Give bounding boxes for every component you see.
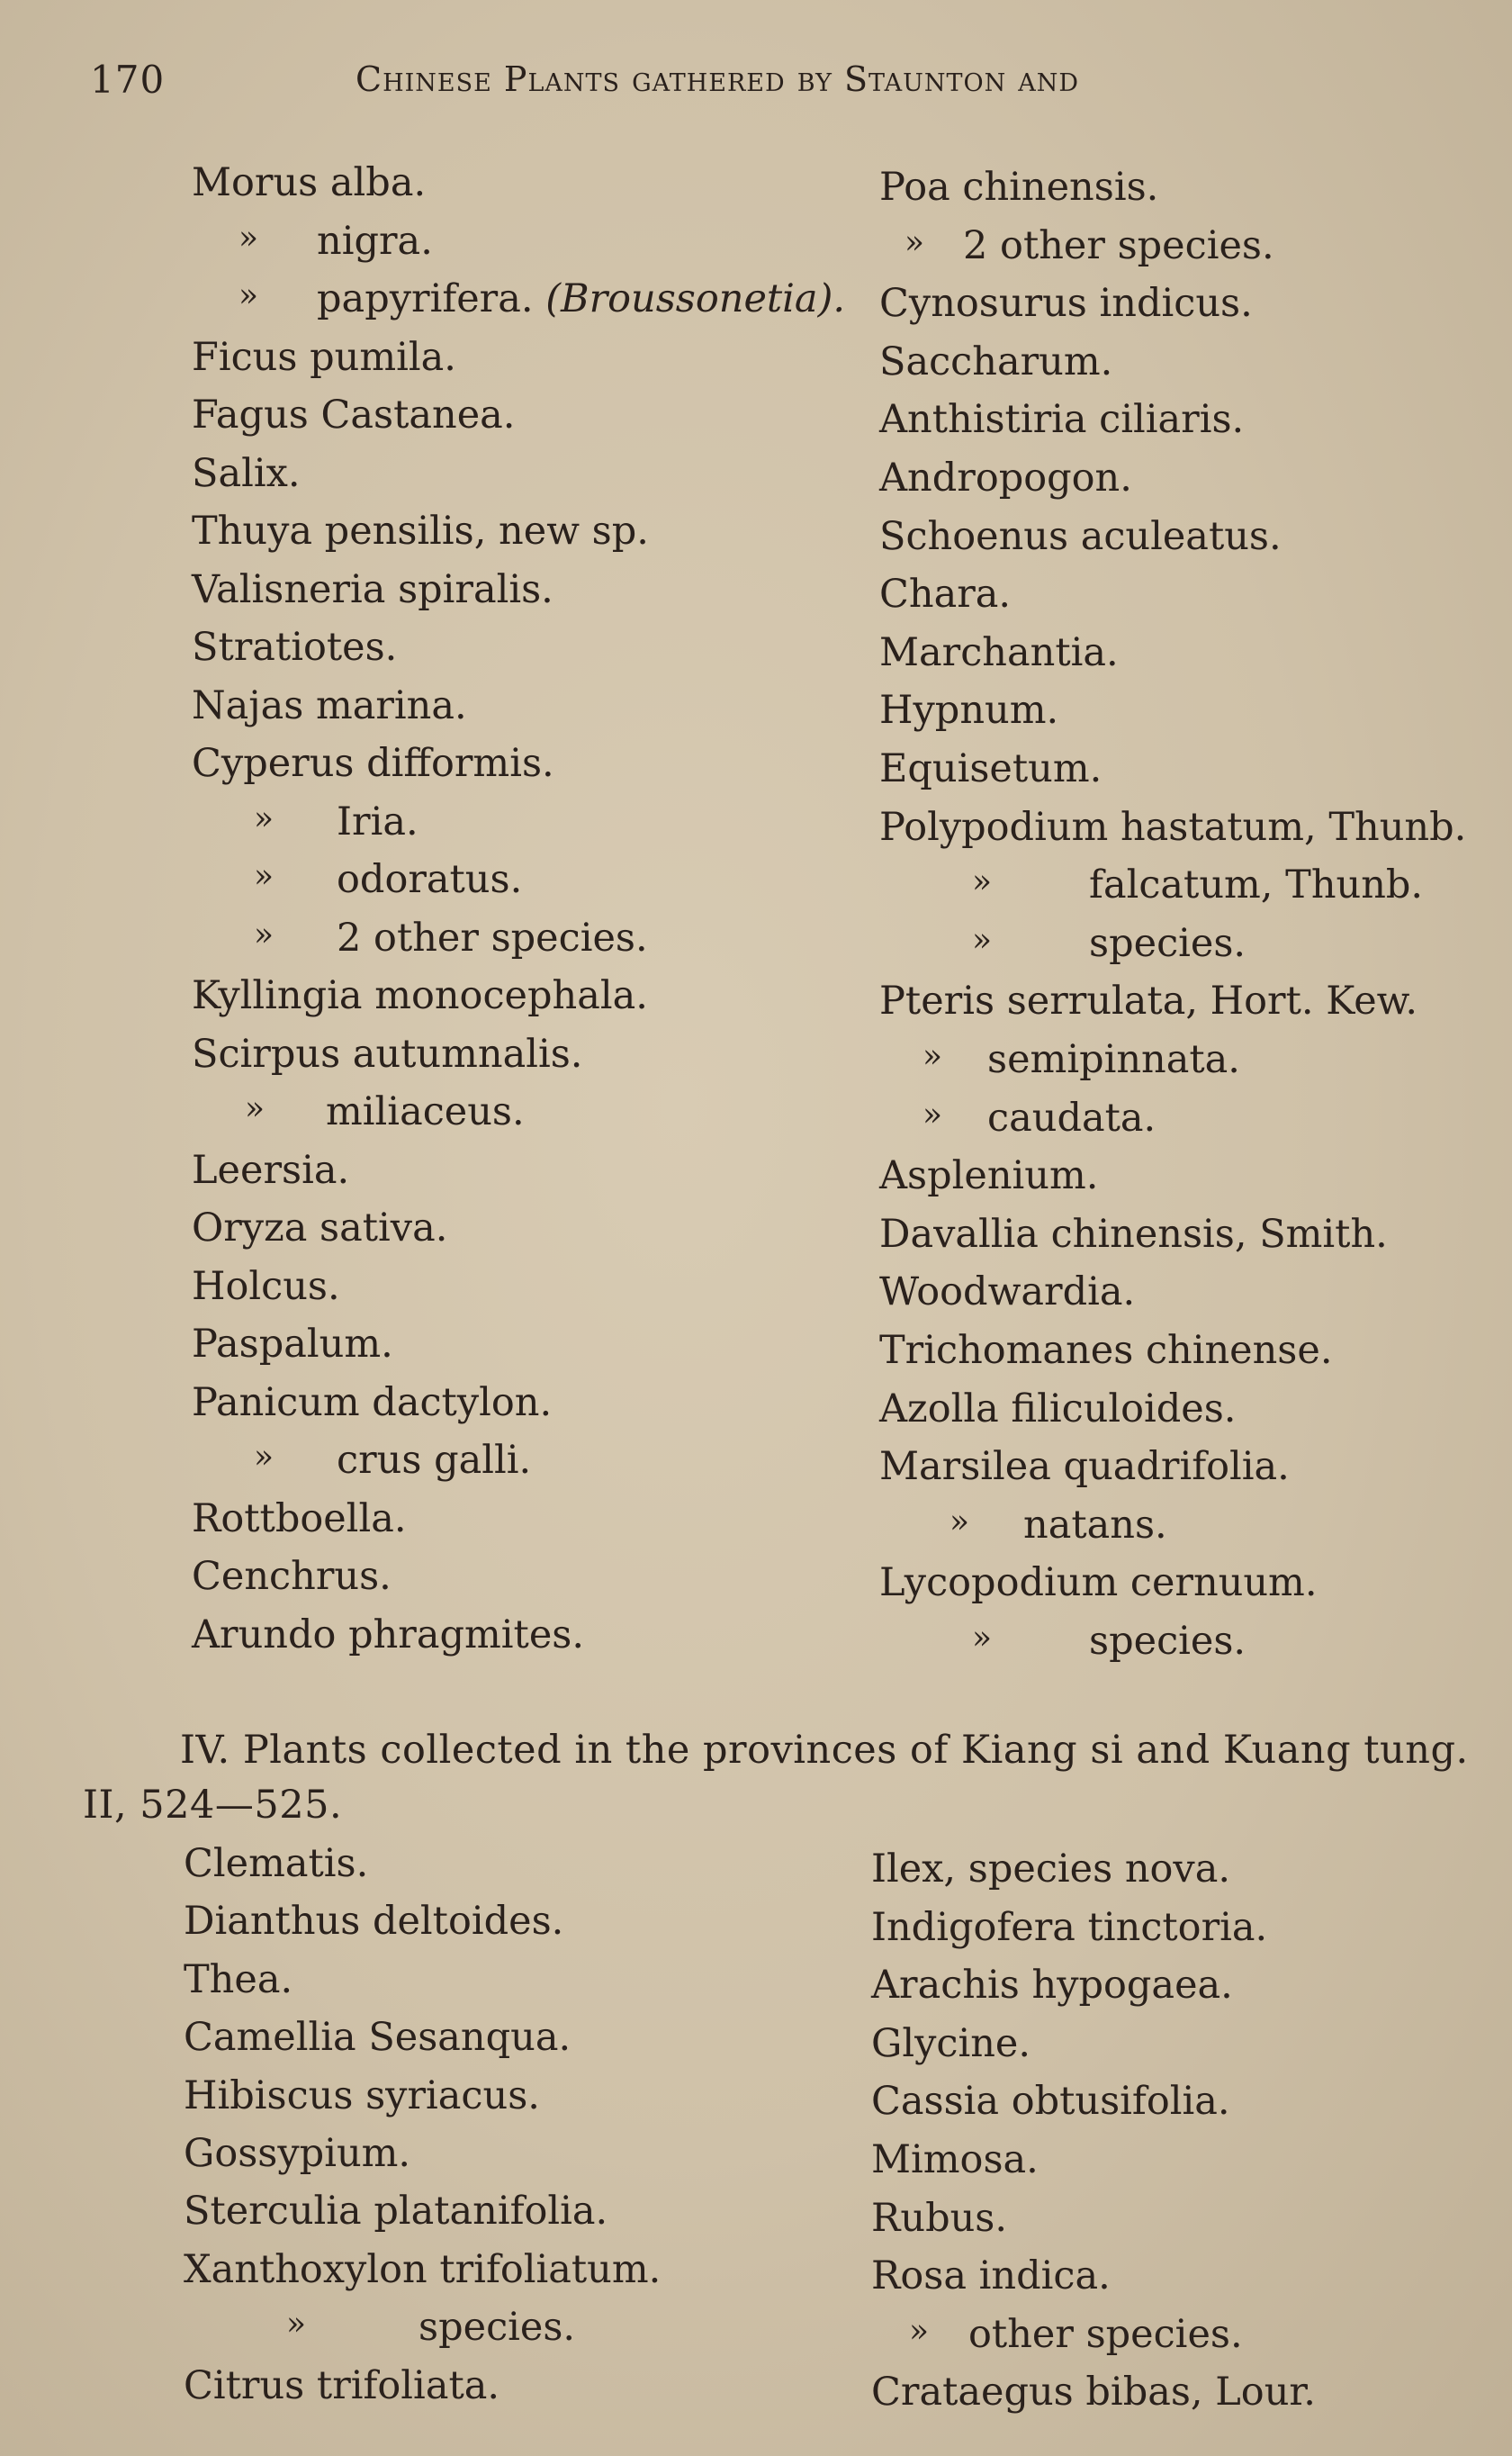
plant-entry <box>879 278 1253 329</box>
plant-entry <box>184 2071 540 2121</box>
plant-name: Iria. <box>337 799 418 844</box>
plant-name: Marsilea quadrifolia. <box>879 1444 1290 1490</box>
ditto-mark: » <box>950 1503 970 1540</box>
plant-entry <box>192 1551 392 1602</box>
plant-entry <box>184 2244 661 2295</box>
plant-entry <box>192 971 648 1021</box>
plant-name: Stratiotes. <box>192 625 398 670</box>
plant-name: Saccharum. <box>879 339 1113 384</box>
plant-name: Poa chinensis. <box>879 165 1159 210</box>
plant-name: 2 other species. <box>963 222 1274 268</box>
plant-entry <box>871 2251 1111 2301</box>
plant-name: Paspalum. <box>192 1322 393 1367</box>
plant-entry <box>192 1261 340 1312</box>
plant-name: Davallia chinensis, Smith. <box>879 1211 1388 1257</box>
plant-entry <box>879 628 1119 678</box>
plant-entry <box>879 1151 1098 1201</box>
plant-entry <box>192 1494 407 1544</box>
plant-name: Morus alba. <box>192 160 427 205</box>
synonym-note: (Broussonetia). <box>545 276 846 321</box>
ditto-mark: » <box>254 916 274 953</box>
plant-entry <box>286 2302 575 2355</box>
plant-name: Ilex, species nova. <box>871 1847 1231 1892</box>
plant-entry <box>871 2076 1230 2126</box>
plant-name: Pteris serrulata, Hort. Kew. <box>879 979 1418 1025</box>
plant-name: Hypnum. <box>879 688 1059 734</box>
plant-name: Chara. <box>879 572 1012 618</box>
plant-entry <box>879 1441 1290 1492</box>
plant-entry <box>192 448 301 499</box>
ditto-mark: » <box>972 1620 993 1657</box>
page-number: 170 <box>90 57 166 102</box>
plant-name: natans. <box>1023 1502 1167 1548</box>
plant-entry <box>254 797 418 850</box>
plant-name: Marchantia. <box>879 629 1119 675</box>
plant-entry <box>192 1319 393 1369</box>
plant-entry <box>184 2361 500 2411</box>
plant-entry <box>972 1616 1246 1669</box>
plant-name: Salix. <box>192 450 301 496</box>
plant-entry <box>879 1558 1318 1608</box>
plant-entry <box>192 738 554 789</box>
plant-name: Andropogon. <box>879 456 1132 501</box>
plant-entry <box>192 1610 584 1660</box>
plant-name: Thea. <box>184 1956 293 2002</box>
ditto-mark: » <box>286 2306 307 2343</box>
plant-entry <box>922 1034 1240 1088</box>
plant-name: Rubus. <box>871 2195 1008 2241</box>
ditto-mark: » <box>238 277 259 314</box>
plant-name: Gossypium. <box>184 2131 411 2176</box>
ditto-mark: » <box>904 223 925 261</box>
plant-name: Woodwardia. <box>879 1269 1136 1315</box>
plant-entry <box>972 860 1423 913</box>
plant-entry <box>184 1896 563 1946</box>
running-title: Chinese Plants gathered by Staunton and <box>356 59 1080 99</box>
plant-entry <box>871 2135 1039 2185</box>
plant-name: falcatum, Thunb. <box>1089 862 1424 908</box>
plant-entry <box>879 1325 1333 1376</box>
plant-name: Equisetum. <box>879 746 1102 791</box>
plant-name: Azolla filiculoides. <box>879 1386 1237 1431</box>
plant-entry <box>254 1435 531 1488</box>
plant-name: Cyperus difformis. <box>192 741 554 786</box>
plant-name: Polypodium hastatum, Thunb. <box>879 804 1467 850</box>
plant-name: Oryza sativa. <box>192 1205 448 1251</box>
plant-name: 2 other species. <box>337 915 648 961</box>
plant-entry <box>909 2309 1243 2362</box>
plant-entry <box>904 221 1274 274</box>
plant-entry <box>192 1377 552 1428</box>
plant-entry <box>871 1960 1233 2010</box>
ditto-mark: » <box>254 1439 274 1476</box>
plant-entry <box>871 2018 1030 2069</box>
plant-entry <box>871 1902 1267 1953</box>
plant-name: Cynosurus indicus. <box>879 281 1253 327</box>
plant-name: Arundo phragmites. <box>192 1612 585 1657</box>
plant-entry <box>192 622 397 673</box>
ditto-mark: » <box>972 863 993 901</box>
plant-entry <box>254 913 648 966</box>
plant-name: Hibiscus syriacus. <box>184 2072 540 2118</box>
plant-entry <box>871 2367 1316 2417</box>
plant-entry <box>192 1203 447 1253</box>
plant-name: Xanthoxylon trifoliatum. <box>184 2246 662 2292</box>
plant-name: Kyllingia monocephala. <box>192 973 648 1018</box>
plant-name: Mimosa. <box>871 2137 1039 2182</box>
plant-entry <box>922 1093 1156 1146</box>
plant-name: Holcus. <box>192 1263 340 1309</box>
plant-entry <box>192 564 554 615</box>
plant-name: species. <box>1089 920 1246 966</box>
plant-name: Cassia obtusifolia. <box>871 2079 1230 2125</box>
plant-name: Trichomanes chinense. <box>879 1328 1333 1373</box>
plant-entry <box>879 802 1466 853</box>
plant-name: Thuya pensilis, new sp. <box>192 509 649 554</box>
plant-name: Lycopodium cernuum. <box>879 1560 1318 1606</box>
plant-name: Ficus pumila. <box>192 334 456 380</box>
plant-name: Glycine. <box>871 2020 1031 2066</box>
plant-entry <box>192 332 456 383</box>
plant-entry <box>184 1838 368 1889</box>
plant-entry <box>879 1209 1388 1260</box>
plant-name: Leersia. <box>192 1147 350 1193</box>
plant-name: Panicum dactylon. <box>192 1379 553 1425</box>
plant-name: Sterculia platanifolia. <box>184 2189 608 2235</box>
plant-name: species. <box>1089 1619 1246 1664</box>
plant-name: Citrus trifoliata. <box>184 2362 500 2408</box>
plant-entry <box>972 918 1246 971</box>
plant-entry <box>871 1844 1230 1894</box>
plant-entry <box>184 2012 571 2063</box>
plant-entry <box>879 1384 1236 1434</box>
plant-entry <box>184 1955 292 2005</box>
plant-entry <box>245 1087 525 1140</box>
plant-name: caudata. <box>987 1095 1156 1141</box>
plant-name: crus galli. <box>337 1438 532 1483</box>
plant-name: Asplenium. <box>879 1153 1099 1199</box>
plant-entry <box>879 162 1158 212</box>
plant-name: Rosa indica. <box>871 2253 1111 2299</box>
plant-name: Indigofera tinctoria. <box>871 1904 1268 1950</box>
plant-entry <box>871 2193 1007 2244</box>
ditto-mark: » <box>972 921 993 959</box>
plant-name: miliaceus. <box>326 1089 525 1134</box>
plant-entry <box>192 681 467 731</box>
plant-name: species. <box>418 2305 576 2351</box>
plant-entry <box>879 511 1282 562</box>
plant-name: papyrifera. <box>317 276 534 321</box>
plant-entry <box>192 1145 349 1196</box>
ditto-mark: » <box>254 799 274 837</box>
plant-entry <box>879 685 1058 736</box>
plant-entry <box>879 1267 1135 1317</box>
plant-name: Fagus Castanea. <box>192 393 516 438</box>
plant-name: Valisneria spiralis. <box>192 566 554 612</box>
plant-name: semipinnata. <box>987 1037 1240 1082</box>
plant-name: other species. <box>968 2311 1243 2357</box>
plant-name: Camellia Sesanqua. <box>184 2015 572 2061</box>
plant-entry <box>879 744 1102 794</box>
plant-name: nigra. <box>317 218 433 264</box>
plant-name: Schoenus aculeatus. <box>879 513 1282 559</box>
section-iv-heading: IV. Plants collected in the provinces of Kiang si and Kuang tung. <box>180 1728 1469 1773</box>
plant-entry <box>192 1029 582 1079</box>
ditto-mark: » <box>909 2312 930 2350</box>
section-iv-reference: II, 524—525. <box>83 1783 343 1828</box>
plant-entry <box>192 158 426 208</box>
plant-entry <box>238 274 845 327</box>
plant-entry <box>184 2186 608 2236</box>
plant-name: Clematis. <box>184 1841 369 1886</box>
plant-entry <box>192 506 649 556</box>
plant-entry <box>192 390 515 440</box>
plant-entry <box>879 337 1112 387</box>
plant-name: Scirpus autumnalis. <box>192 1031 583 1077</box>
plant-name: Cenchrus. <box>192 1554 392 1599</box>
ditto-mark: » <box>238 219 259 257</box>
plant-name: Najas marina. <box>192 682 467 728</box>
plant-name: Crataegus bibas, Lour. <box>871 2370 1316 2415</box>
ditto-mark: » <box>922 1038 943 1075</box>
plant-entry <box>879 976 1418 1026</box>
plant-entry <box>879 394 1244 445</box>
plant-entry <box>254 854 522 907</box>
plant-entry <box>184 2128 410 2179</box>
plant-entry <box>879 569 1011 619</box>
ditto-mark: » <box>922 1096 943 1133</box>
plant-name: odoratus. <box>337 857 523 902</box>
plant-name: Dianthus deltoides. <box>184 1899 564 1945</box>
plant-entry <box>879 453 1132 503</box>
running-head <box>90 52 1224 106</box>
plant-entry <box>238 216 433 269</box>
ditto-mark: » <box>245 1090 266 1127</box>
plant-name: Arachis hypogaea. <box>871 1963 1233 2009</box>
plant-name: Anthistiria ciliaris. <box>879 397 1245 443</box>
plant-entry <box>950 1500 1167 1553</box>
ditto-mark: » <box>254 858 274 895</box>
plant-name: Rottboella. <box>192 1495 407 1541</box>
